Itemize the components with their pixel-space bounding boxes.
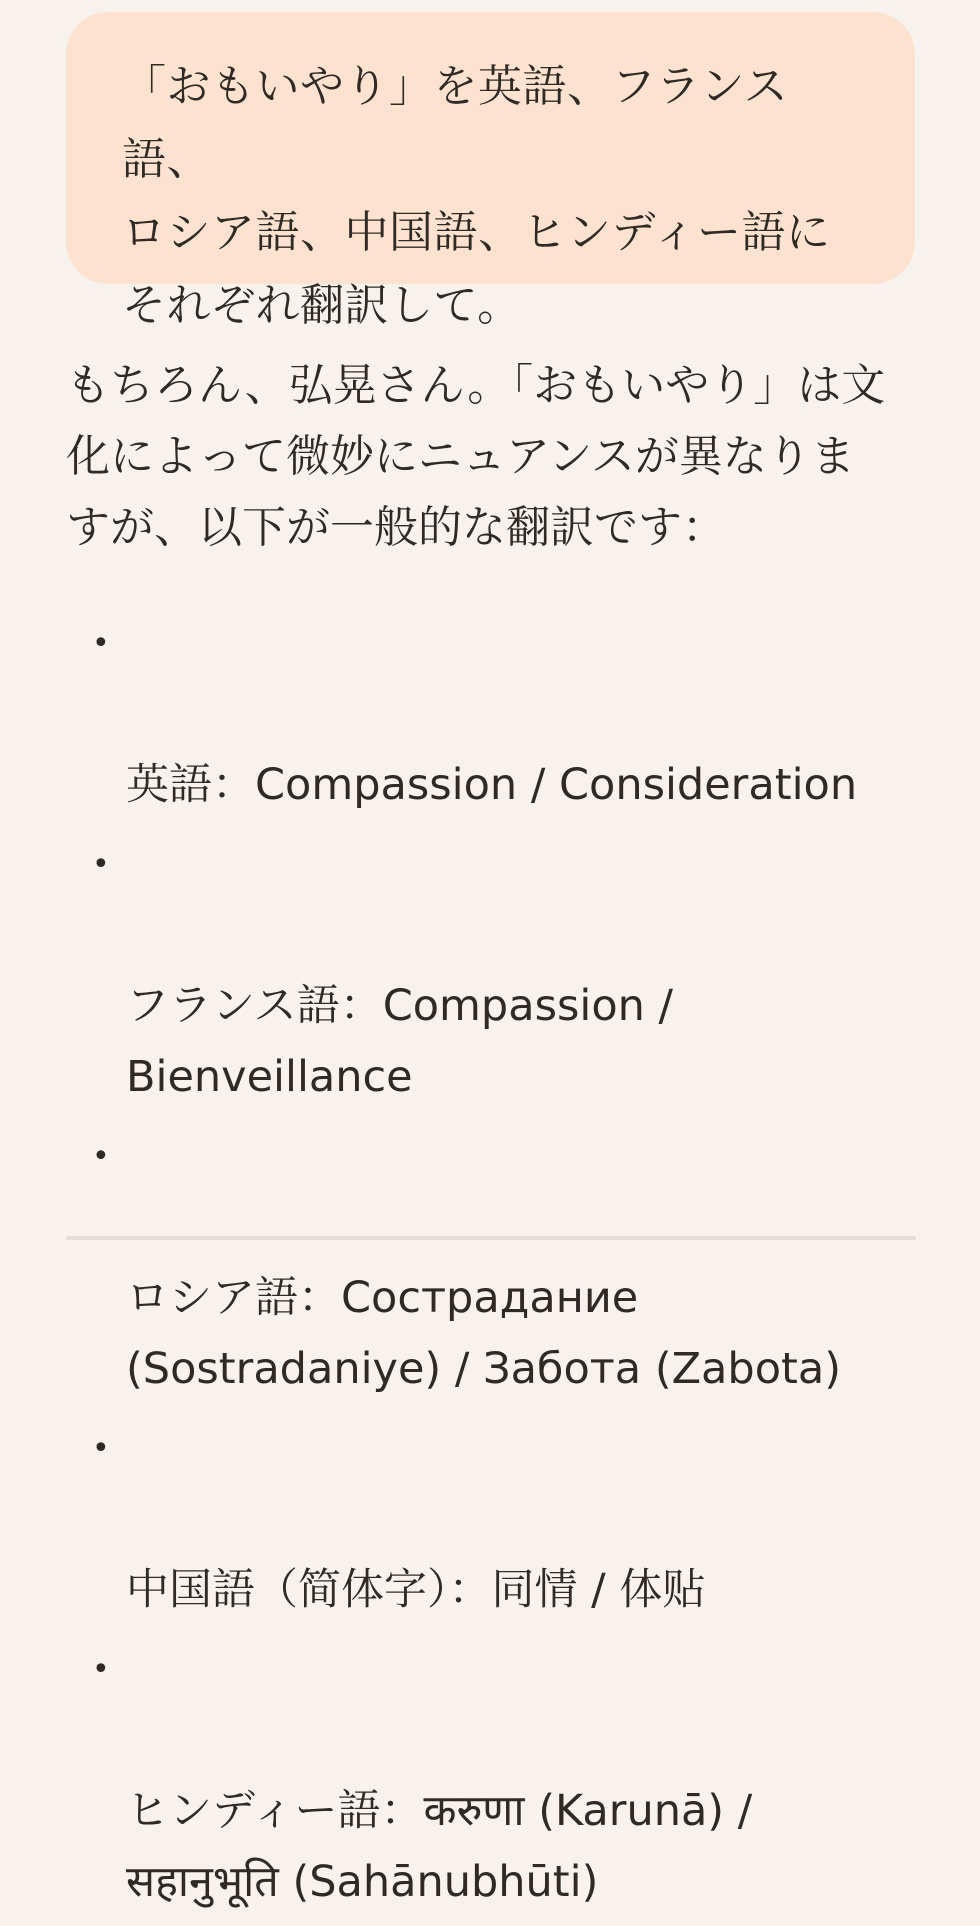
assistant-intro-text: もちろん、弘晃さん。「おもいやり」は文 化によって微妙にニュアンスが異なりま すが、以下が一般的な翻訳です： [66, 360, 886, 553]
bullet-icon: • [92, 1431, 110, 1466]
user-message-text: 「おもいやり」を英語、フランス語、 ロシア語、中国語、ヒンディー語に それぞれ翻訳して。 [122, 61, 831, 331]
list-item-russian [66, 1121, 926, 1405]
bullet-icon: • [92, 847, 110, 882]
translation-text: ロシア語：Сострадание (Sostradaniye) / Забота (Zabota) [126, 1273, 842, 1394]
translation-text: 中国語（简体字）：同情 / 体贴 [126, 1565, 706, 1615]
translation-text: フランス語：Compassion / Bienveillance [126, 981, 674, 1102]
assistant-message [66, 350, 926, 1907]
translation-list [66, 608, 926, 1926]
bottom-divider [66, 1236, 916, 1240]
list-item-hindi [66, 1634, 926, 1918]
user-message-bubble[interactable] [66, 12, 915, 331]
list-item-chinese [66, 1413, 926, 1626]
bullet-icon: • [92, 1139, 110, 1174]
translation-text: 英語：Compassion / Consideration [126, 760, 858, 810]
list-item-french [66, 829, 926, 1113]
list-item-english [66, 608, 926, 821]
translation-text: ヒンディー語：करुणा (Karunā) / सहानुभूति (Sahānubhūti) [126, 1786, 753, 1907]
bullet-icon: • [92, 626, 110, 661]
bullet-icon: • [92, 1652, 110, 1687]
